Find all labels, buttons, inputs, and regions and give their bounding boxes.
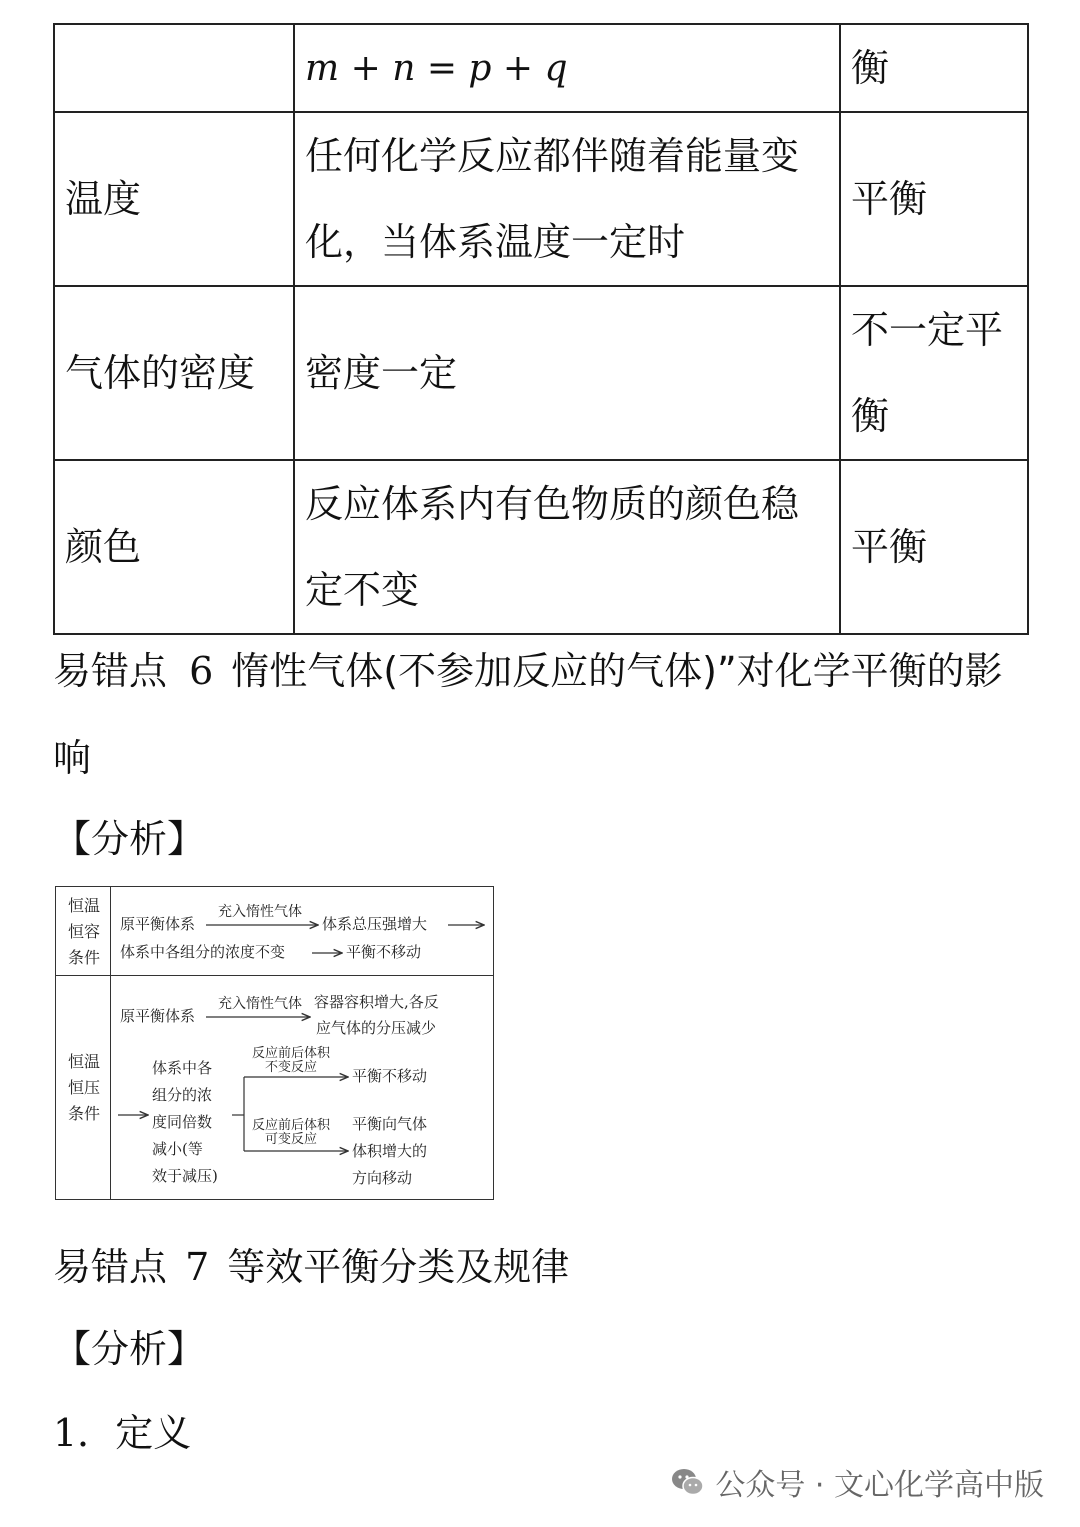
branch-result: 平衡不移动: [352, 1067, 428, 1085]
table-cell-condition: [294, 112, 840, 286]
section-7-heading: [53, 1236, 569, 1291]
heading-number: 6: [189, 649, 214, 693]
table-cell-condition: [294, 24, 840, 112]
cell-line: 化，当体系温度一定时: [305, 220, 686, 264]
table-cell-condition: [294, 460, 840, 634]
table-cell-result: 平衡: [840, 460, 1028, 634]
table-cell-result: [840, 286, 1028, 460]
table-cell-result: 衡: [840, 24, 1028, 112]
watermark: [671, 1462, 1044, 1502]
cell-line: 衡: [851, 394, 890, 438]
analysis-label: 【分析】: [53, 1327, 206, 1371]
cell-line: 定不变: [305, 568, 420, 612]
cell-line: 反应体系内有色物质的颜色稳: [305, 482, 800, 526]
mid-line: 度同倍数: [152, 1113, 213, 1131]
result-line: 应气体的分压减少: [316, 1019, 437, 1037]
table-row: [54, 24, 1028, 112]
table-cell-item: 气体的密度: [54, 286, 294, 460]
branch-line: 可变反应: [265, 1132, 318, 1147]
definition-item: [53, 1402, 191, 1457]
label-line: 条件: [67, 948, 100, 967]
cell-line: 不一定平: [851, 308, 1004, 352]
arrow-label: 充入惰性气体: [218, 904, 302, 920]
watermark-text: 公众号 · 文心化学高中版: [715, 1468, 1044, 1503]
diagram-start: 原平衡体系: [120, 1007, 196, 1025]
heading-title: 等效平衡分类及规律: [227, 1245, 570, 1289]
table-row: [54, 460, 1028, 634]
diagram-result: 体系总压强增大: [322, 915, 428, 933]
item-number: 1．: [53, 1411, 116, 1455]
cell-line: 任何化学反应都伴随着能量变: [305, 134, 800, 178]
result-line: 方向移动: [352, 1169, 413, 1187]
mid-line: 减小(等: [152, 1140, 203, 1158]
result-line: 容器容积增大,各反: [314, 993, 439, 1011]
arrow-label: 充入惰性气体: [218, 996, 302, 1012]
table-row: [54, 286, 1028, 460]
table-row: [54, 112, 1028, 286]
analysis-label: 【分析】: [53, 817, 206, 861]
formula: m + n = p + q: [305, 48, 568, 89]
table-cell-condition: 密度一定: [294, 286, 840, 460]
inert-gas-diagram: [55, 886, 494, 1200]
label-line: 恒温: [67, 896, 100, 915]
table-cell-item: 温度: [54, 112, 294, 286]
branch-line: 反应前后体积: [252, 1046, 331, 1061]
condition-table: [53, 23, 1029, 635]
diagram-arrows: [56, 887, 495, 1201]
heading-title: 惰性气体(不参加反应的气体)”对化学平衡的影: [231, 649, 1003, 693]
table-cell-result: 平衡: [840, 112, 1028, 286]
mid-line: 组分的浓: [152, 1086, 213, 1104]
item-title: 定义: [115, 1411, 192, 1455]
heading-prefix: 易错点: [53, 649, 168, 693]
result-line: 体积增大的: [352, 1142, 428, 1160]
section-6-heading-cont: 响: [53, 736, 92, 780]
section-6-heading: [53, 640, 1003, 695]
label-line: 恒容: [67, 922, 100, 941]
diagram-result: 平衡不移动: [346, 943, 422, 961]
heading-prefix: 易错点: [53, 1245, 168, 1289]
label-line: 条件: [67, 1104, 100, 1123]
label-line: 恒温: [67, 1052, 100, 1071]
diagram-start: 原平衡体系: [120, 915, 196, 933]
branch-line: 反应前后体积: [252, 1118, 331, 1133]
mid-line: 体系中各: [152, 1059, 213, 1077]
mid-line: 效于减压): [152, 1167, 218, 1185]
table-cell-item: 颜色: [54, 460, 294, 634]
label-line: 恒压: [67, 1078, 100, 1097]
branch-line: 不变反应: [265, 1060, 318, 1075]
table-cell-item: [54, 24, 294, 112]
wechat-icon: [671, 1467, 705, 1497]
diagram-text: 体系中各组分的浓度不变: [120, 943, 286, 961]
result-line: 平衡向气体: [352, 1115, 428, 1133]
heading-number: 7: [185, 1245, 210, 1289]
